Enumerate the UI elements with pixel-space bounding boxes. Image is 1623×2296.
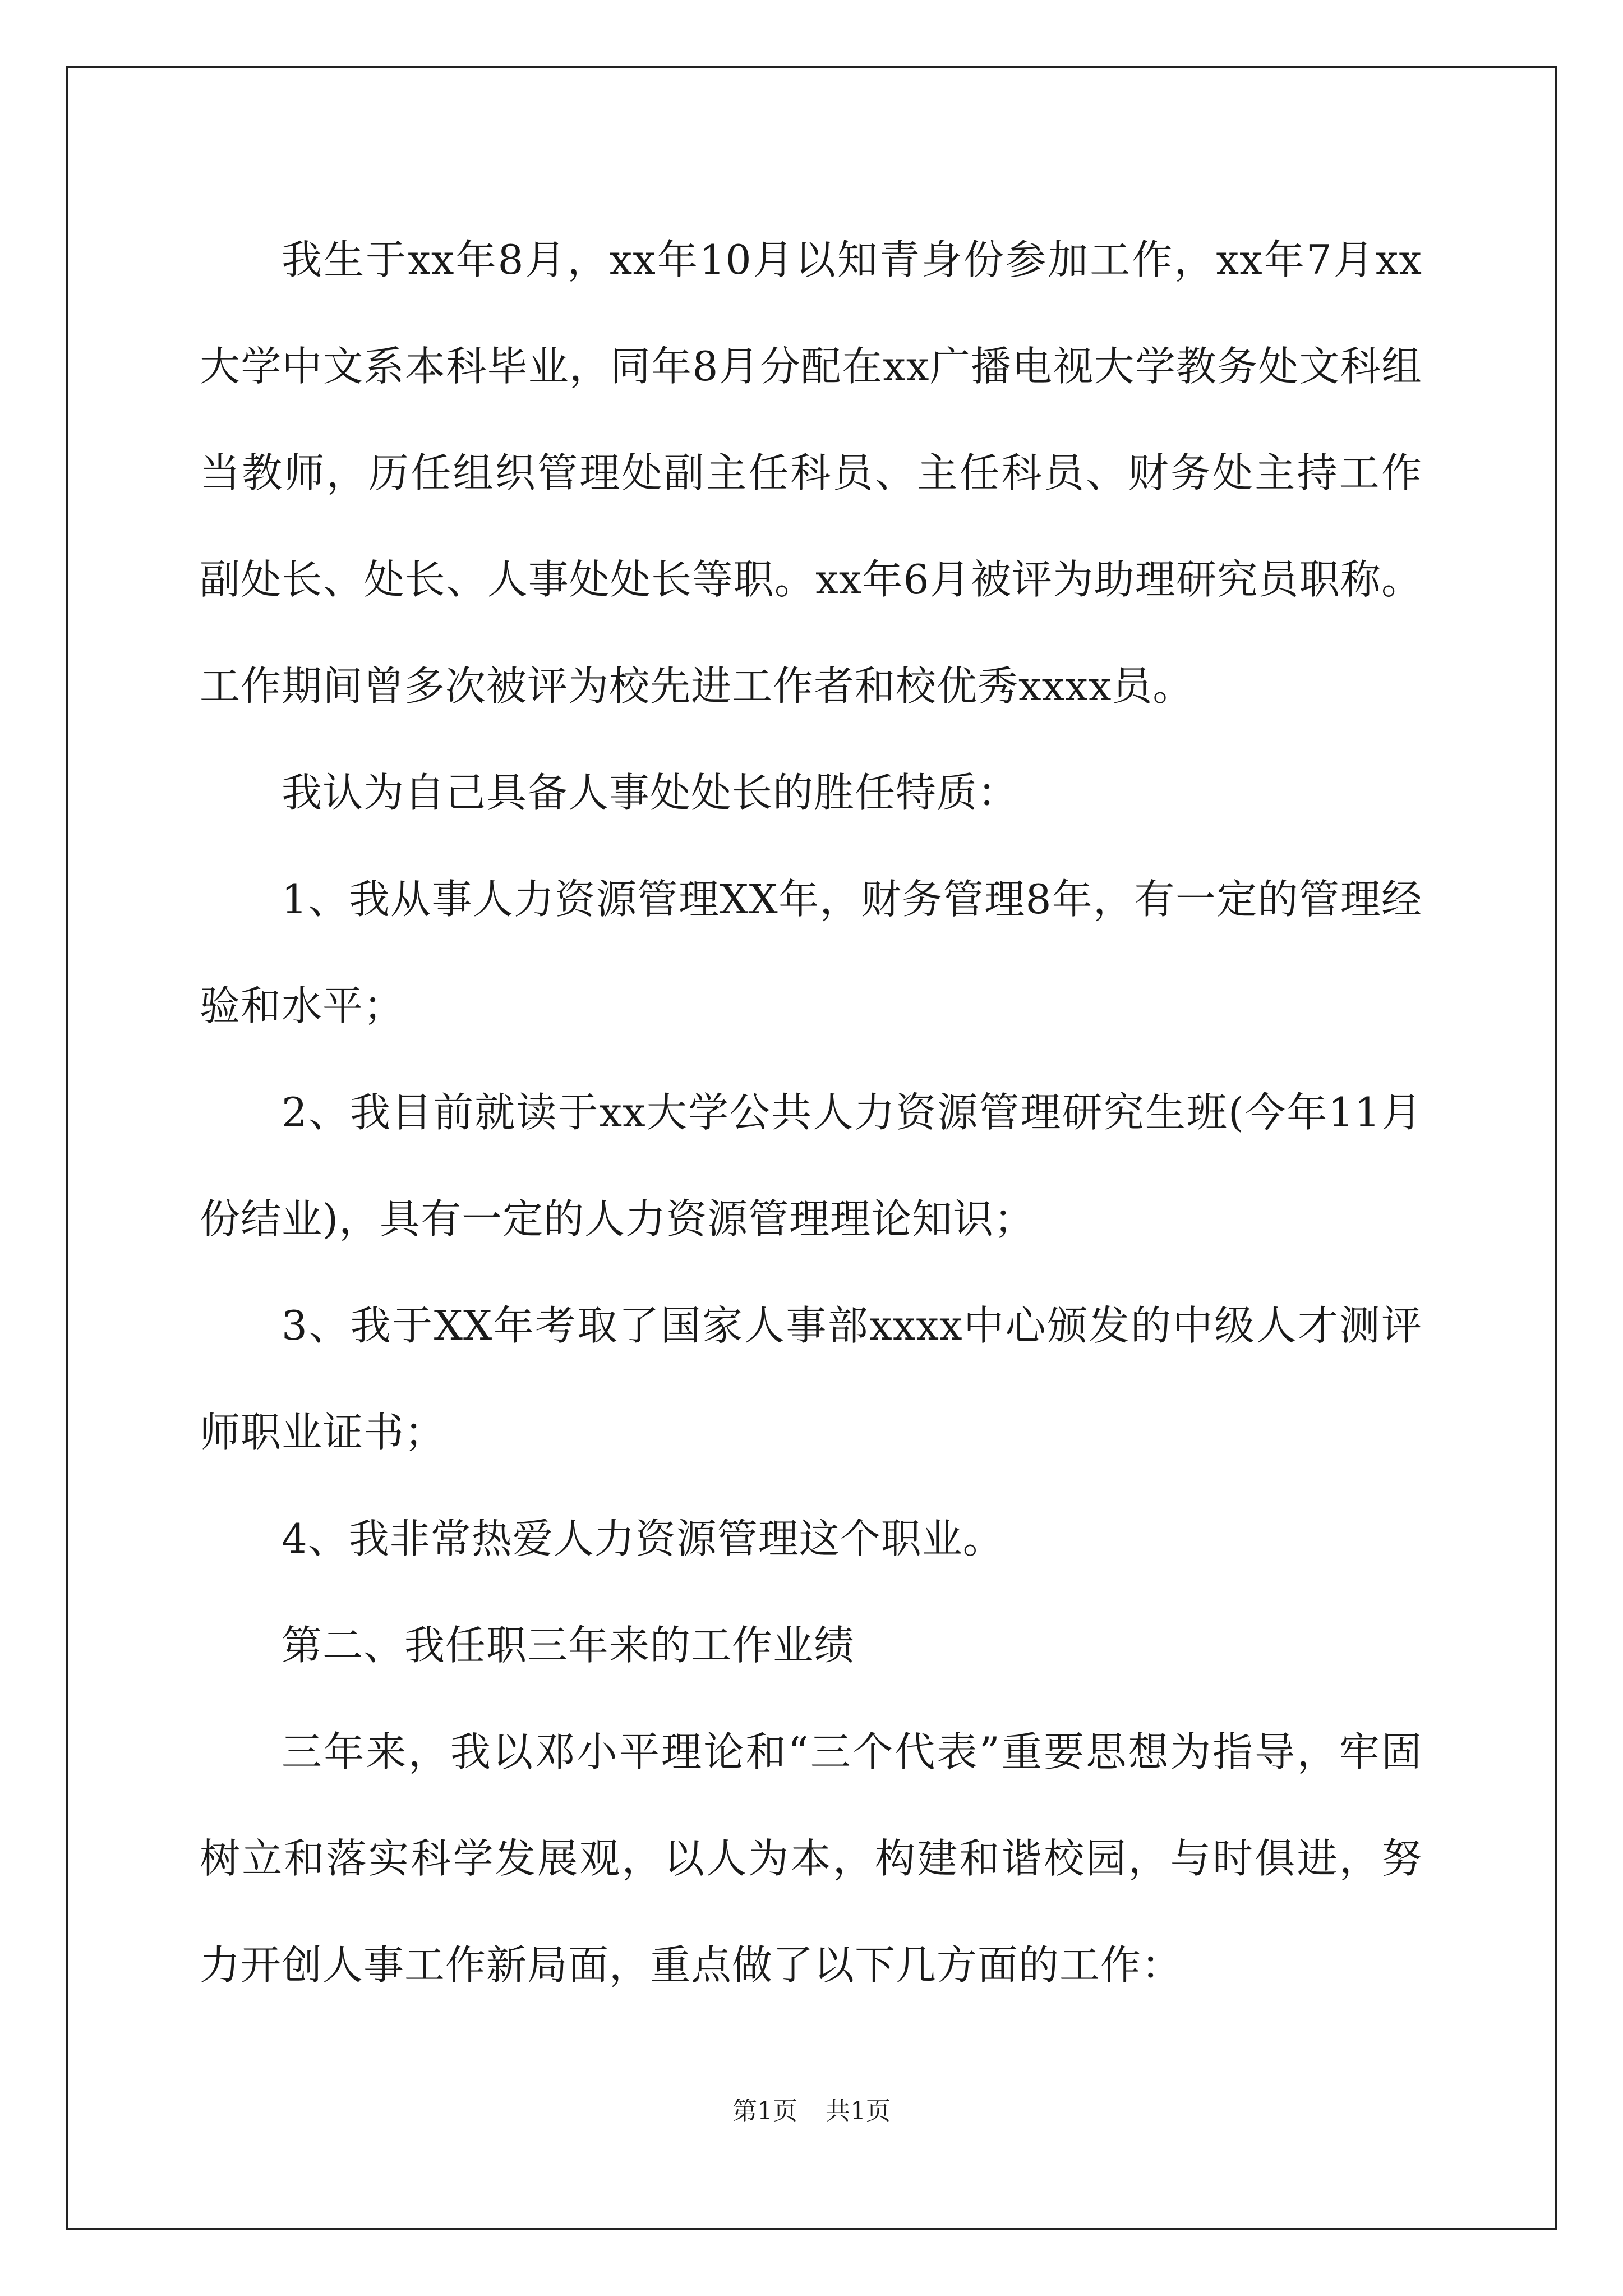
paragraph-quality-1: 1、我从事人力资源管理XX年，财务管理8年，有一定的管理经验和水平；	[200, 876, 1422, 1029]
paragraph-quality-4: 4、我非常热爱人力资源管理这个职业。	[282, 1515, 1004, 1562]
paragraph-bio: 我生于xx年8月，xx年10月以知青身份参加工作，xx年7月xx大学中文系本科毕业，同年8月分配在xx广播电视大学教务处文科组当教师，历任组织管理处副主任科员、主任科员、财务处主持工作副处长、处长、人事处处长等职。xx年6月被评为助理研究员职称。工作期间曾多次被评为校先进工作者和校优秀xxxx员。	[200, 236, 1422, 710]
paragraph-quality-3: 3、我于XX年考取了国家人事部xxxx中心颁发的中级人才测评师职业证书；	[200, 1302, 1422, 1456]
paragraph-quality-2: 2、我目前就读于xx大学公共人力资源管理研究生班(今年11月份结业)，具有一定的人力资源管理理论知识；	[200, 1089, 1422, 1243]
page-total: 共1页	[826, 2097, 891, 2125]
page-footer	[0, 2095, 1623, 2128]
paragraph-achievements-intro: 三年来，我以邓小平理论和“三个代表”重要思想为指导，牢固树立和落实科学发展观，以人为本，构建和谐校园，与时俱进，努力开创人事工作新局面，重点做了以下几方面的工作：	[200, 1728, 1422, 1989]
page-number: 第1页	[732, 2097, 797, 2125]
paragraph-qualities-intro: 我认为自己具备人事处处长的胜任特质：	[282, 769, 1019, 816]
document-body	[200, 206, 1422, 2018]
section-heading-achievements: 第二、我任职三年来的工作业绩	[282, 1622, 855, 1669]
